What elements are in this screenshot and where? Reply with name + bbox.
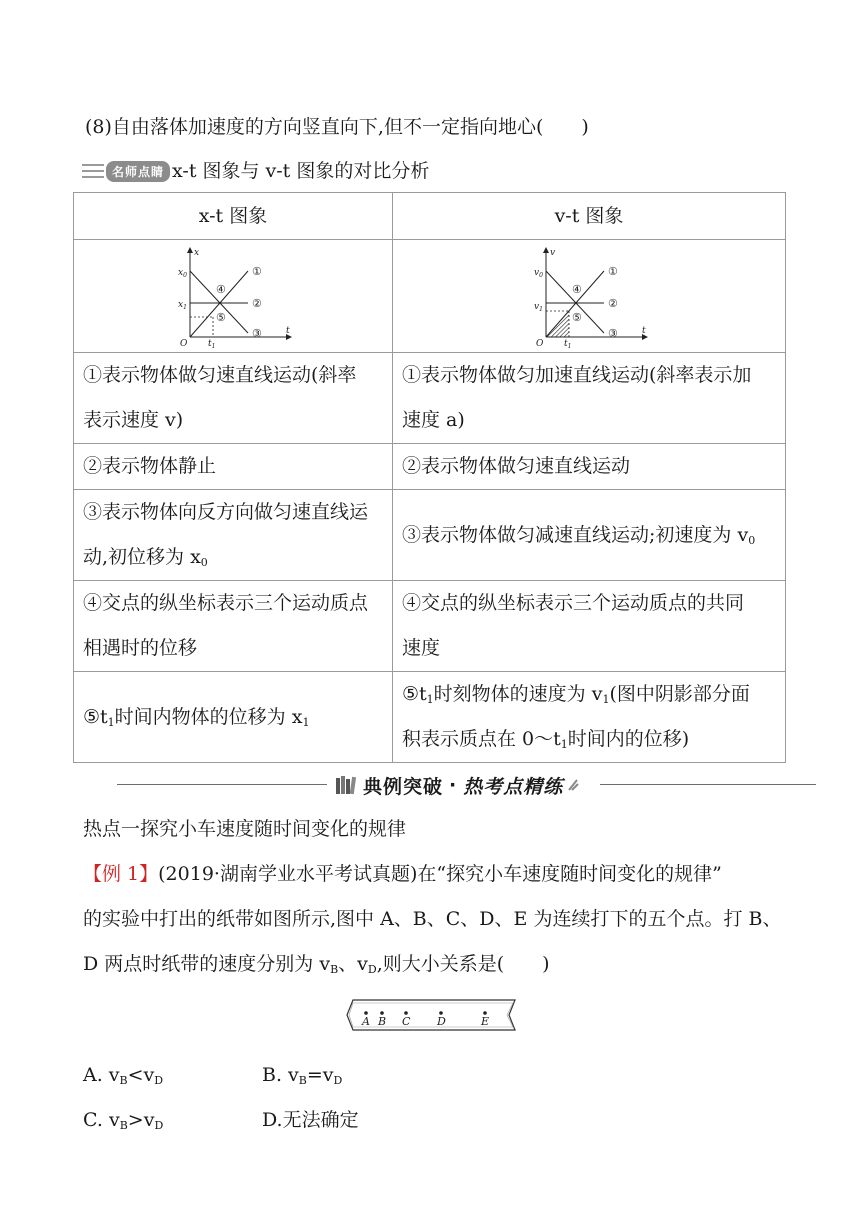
row2-right: ②表示物体做匀速直线运动 — [393, 444, 786, 490]
tape-label-d: D — [437, 1015, 446, 1028]
vt-label-t1: $t_1$ — [564, 339, 572, 349]
xt-label-t1: $t_1$ — [208, 339, 216, 349]
section-divider — [0, 771, 860, 799]
xt-marker-3: ③ — [252, 327, 262, 340]
row3-left: ③表示物体向反方向做匀速直线运 动,初位移为 $x_0$ — [74, 490, 393, 581]
row1-left: ①表示物体做匀速直线运动(斜率 表示速度 v) — [74, 353, 393, 444]
example-line-1: 【例 1】(2019·湖南学业水平考试真题)在“探究小车速度随时间变化的规律” — [83, 863, 722, 885]
divider-rule-right — [600, 784, 816, 785]
tape-label-c: C — [402, 1015, 411, 1028]
brush-stroke-icon — [567, 778, 579, 792]
xt-marker-1: ① — [252, 265, 262, 278]
section-title — [335, 771, 579, 799]
xt-graph — [168, 245, 298, 349]
tip-header — [82, 160, 429, 182]
vt-marker-3: ③ — [608, 327, 618, 340]
paper-tape-figure — [339, 996, 523, 1034]
xt-origin: O — [180, 339, 188, 349]
xt-axis-x-label: t — [286, 326, 290, 336]
vt-graph-cell — [393, 240, 786, 353]
option-d[interactable]: D.无法确定 — [262, 1109, 359, 1131]
option-c[interactable]: C. $v_B>v_D$ — [83, 1109, 164, 1132]
xt-axis-y-label: x — [194, 248, 200, 258]
section-title-a: 典例突破 — [363, 775, 444, 798]
row1-right: ①表示物体做匀加速直线运动(斜率表示加 速度 a) — [393, 353, 786, 444]
tip-title: x-t 图象与 v-t 图象的对比分析 — [172, 160, 430, 182]
row4-right: ④交点的纵坐标表示三个运动质点的共同 速度 — [393, 581, 786, 672]
tape-label-a: A — [362, 1015, 370, 1028]
xt-label-x1: $x_1$ — [178, 300, 187, 311]
section-title-dot: · — [449, 774, 458, 796]
vt-axis-x-label: t — [642, 326, 646, 336]
hotspot-heading: 热点一探究小车速度随时间变化的规律 — [83, 818, 407, 840]
example-line-3: D 两点时纸带的速度分别为 $v_B$、$v_D$,则大小关系是( ) — [83, 953, 550, 976]
vt-label-v0: $v_0$ — [534, 268, 543, 279]
vt-marker-1: ① — [608, 265, 618, 278]
tape-label-e: E — [481, 1015, 490, 1028]
question-8: (8)自由落体加速度的方向竖直向下,但不一定指向地心( ) — [85, 116, 589, 138]
xt-marker-2: ② — [252, 297, 262, 310]
section-title-b: 热考点精练 — [463, 775, 564, 798]
xt-label-x0: $x_0$ — [178, 268, 187, 279]
books-icon — [335, 775, 357, 795]
example-label: 【例 1】 — [83, 863, 159, 885]
xt-axis-x-arrow-icon — [187, 247, 193, 253]
tip-badge: 名师点睛 — [106, 161, 170, 182]
vt-axis-v-arrow-icon — [543, 247, 549, 253]
comparison-table — [73, 192, 786, 763]
vt-axis-y-label: v — [550, 248, 556, 258]
vt-graph — [524, 245, 654, 349]
xt-graph-cell — [74, 240, 393, 353]
tape-label-b: B — [378, 1015, 387, 1028]
vt-label-v1: $v_1$ — [534, 302, 543, 313]
option-a[interactable]: A. $v_B<v_D$ — [83, 1064, 164, 1087]
example-line-2: 的实验中打出的纸带如图所示,图中 A、B、C、D、E 为连续打下的五个点。打 B、 — [83, 908, 782, 930]
row5-right: $⑤t_1$时刻物体的速度为 $v_1$(图中阴影部分面 积表示质点在 $0\sim t_1$时间内的位移) — [393, 672, 786, 763]
divider-rule-left — [117, 784, 327, 785]
row4-left: ④交点的纵坐标表示三个运动质点 相遇时的位移 — [74, 581, 393, 672]
xt-marker-4: ④ — [216, 283, 226, 296]
row5-left: $⑤t_1$时间内物体的位移为 $x_1$ — [74, 672, 393, 763]
header-vt: v-t 图象 — [393, 193, 786, 240]
header-xt: x-t 图象 — [74, 193, 393, 240]
badge-stripes-icon — [82, 164, 104, 178]
row2-left: ②表示物体静止 — [74, 444, 393, 490]
xt-marker-5: ⑤ — [216, 311, 226, 324]
row3-right: ③表示物体做匀减速直线运动;初速度为 $v_0$ — [393, 490, 786, 581]
vt-marker-5: ⑤ — [572, 311, 582, 324]
vt-marker-2: ② — [608, 297, 618, 310]
option-b[interactable]: B. $v_B=v_D$ — [262, 1064, 343, 1087]
vt-origin: O — [536, 339, 544, 349]
tape-outline — [347, 1000, 515, 1030]
vt-marker-4: ④ — [572, 283, 582, 296]
